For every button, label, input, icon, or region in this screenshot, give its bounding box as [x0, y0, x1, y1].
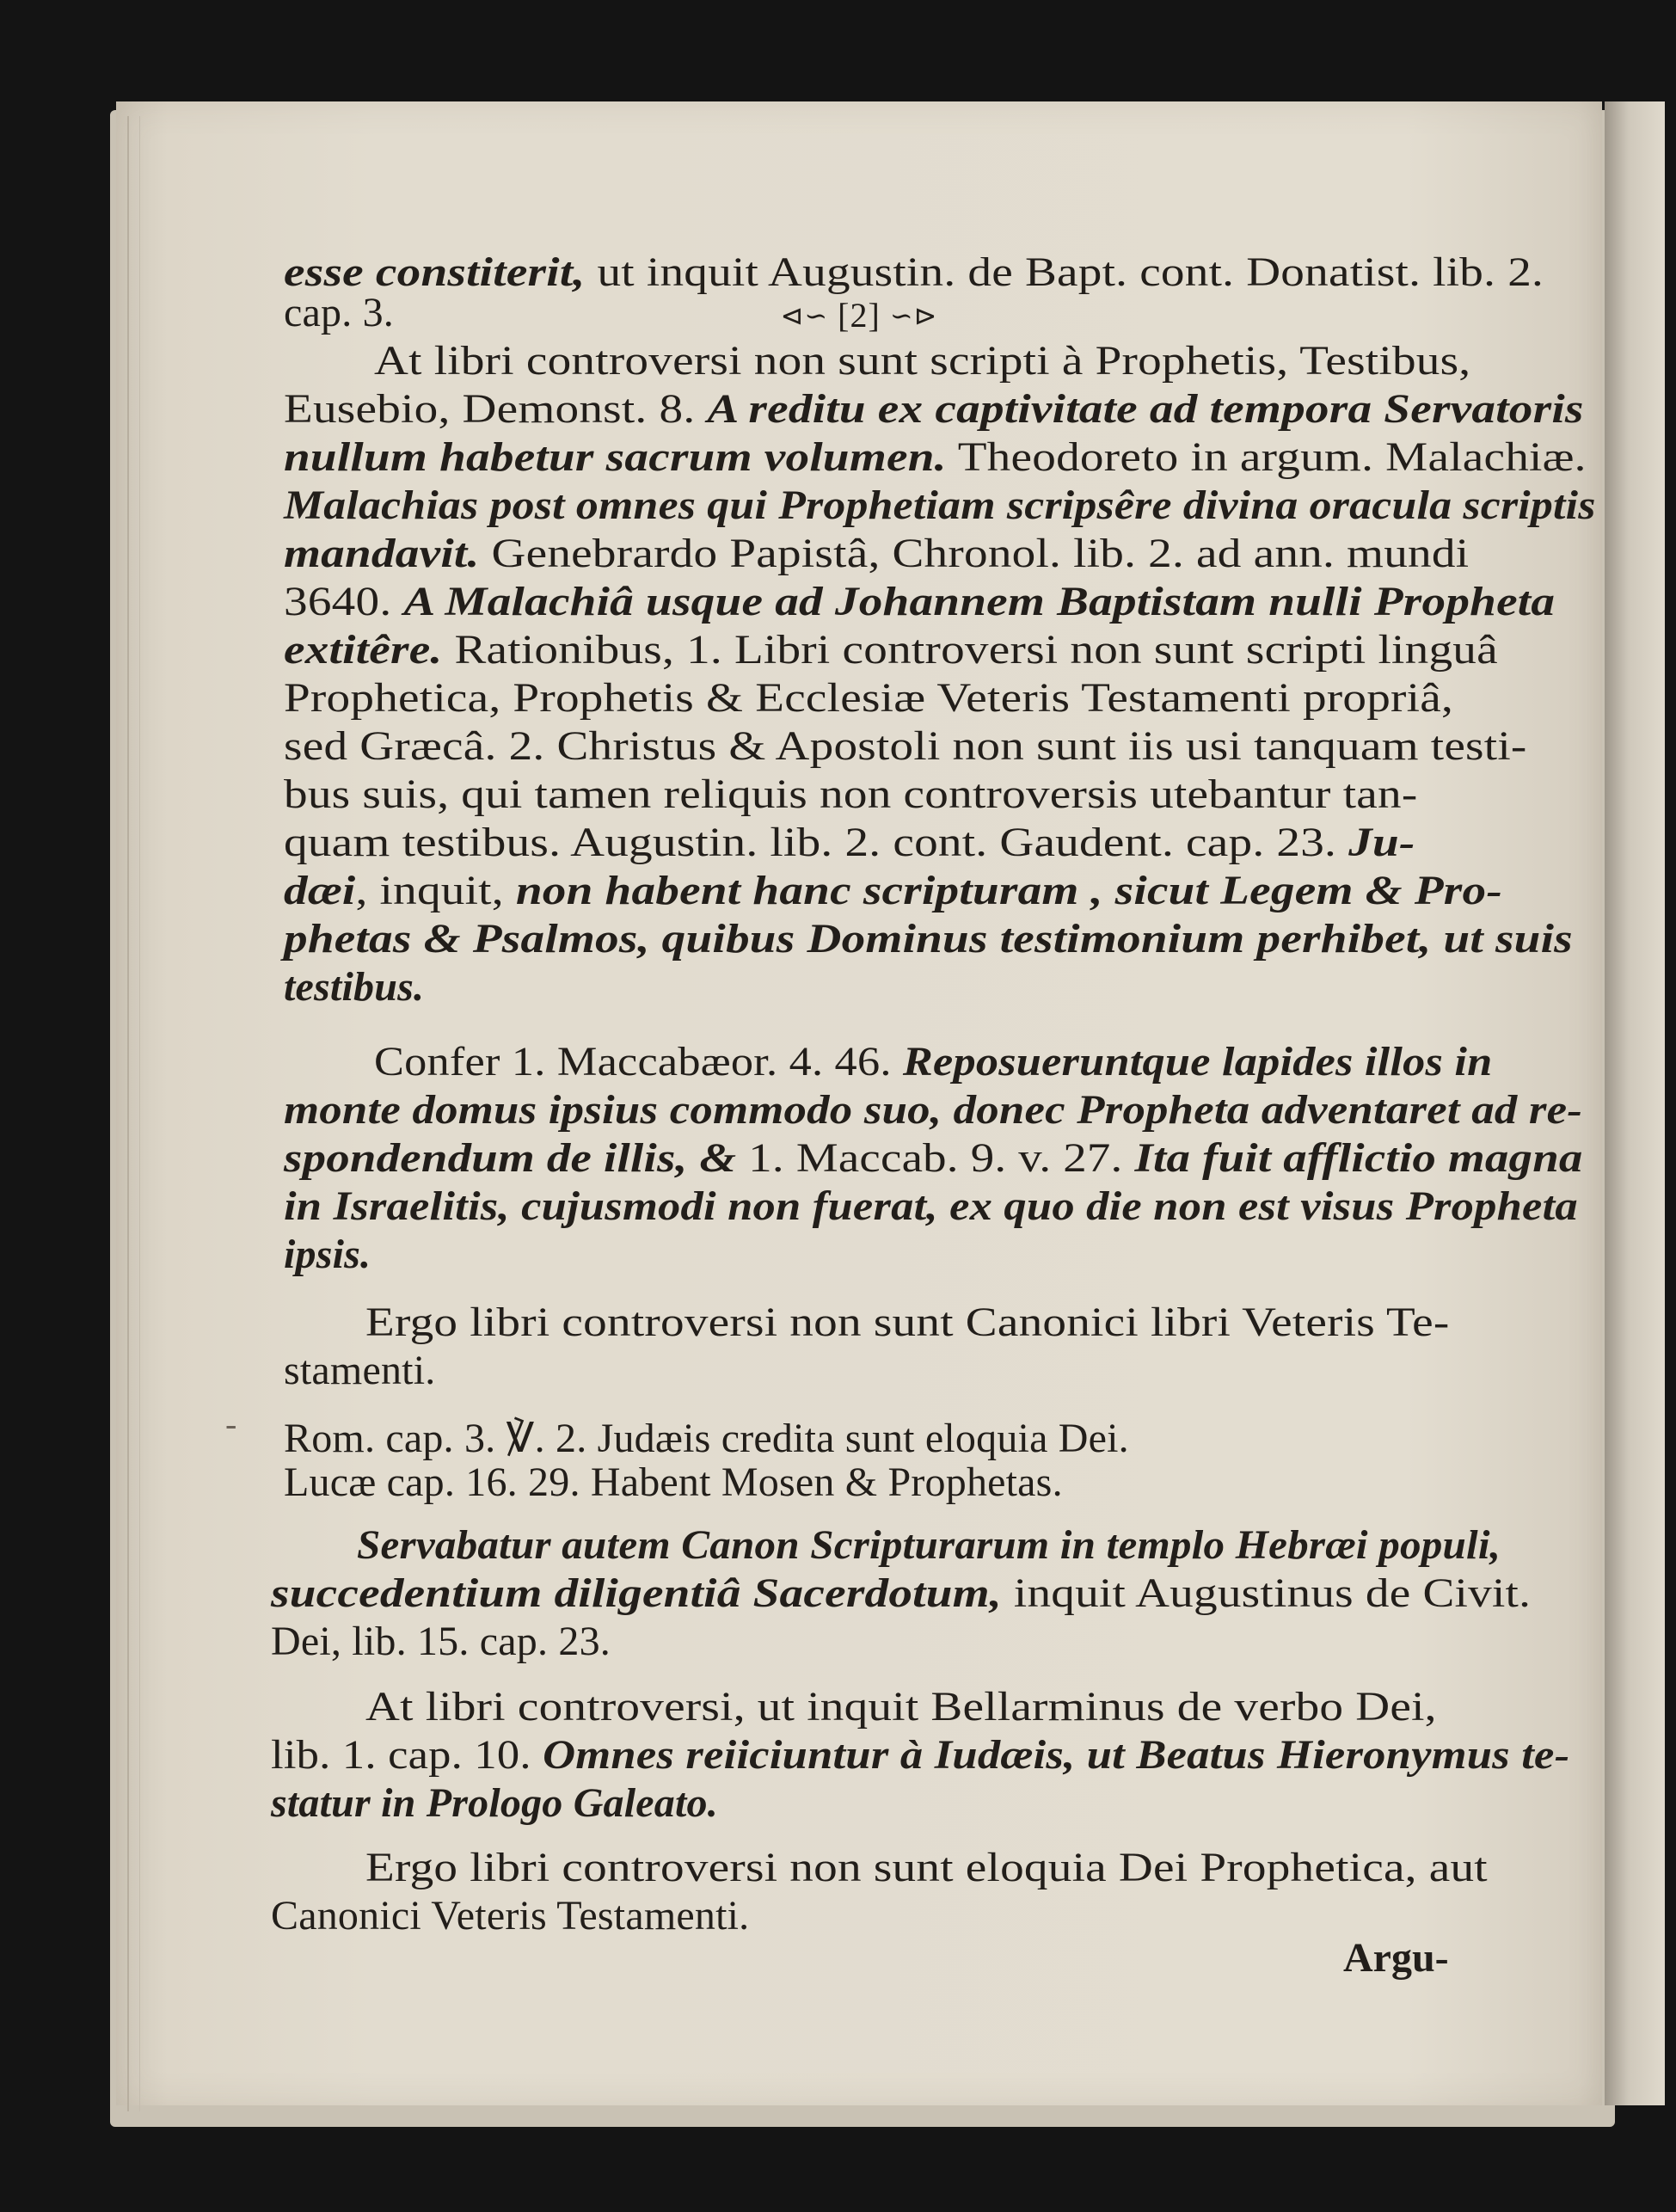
- text-line: [374, 1041, 1493, 1083]
- page-number-bracket-close: ]: [868, 296, 881, 335]
- roman-text: Ergo libri controversi non sunt eloquia Dei Prophetica, aut: [365, 1845, 1488, 1890]
- roman-text: Lucæ cap. 16. 29. Habent Mosen & Prophetas.: [284, 1459, 1063, 1505]
- text-line: [284, 723, 1527, 769]
- italic-text: in Israelitis, cujusmodi non fuerat, ex quo die non est visus Propheta: [284, 1183, 1578, 1229]
- roman-text: sed Græcâ. 2. Christus & Apostoli non sunt iis usi tanquam testi-: [284, 723, 1527, 769]
- text-line: [284, 1135, 1583, 1181]
- italic-text: monte domus ipsius commodo suo, donec Propheta adventaret ad re-: [284, 1087, 1583, 1133]
- italic-text: statur in Prologo Galeato.: [271, 1780, 718, 1826]
- italic-text: esse constiterit,: [284, 249, 586, 295]
- italic-text: nullum habetur sacrum volumen.: [284, 434, 947, 480]
- text-line: [271, 1893, 750, 1939]
- text-line: [284, 1350, 435, 1392]
- text-line: [284, 964, 425, 1010]
- roman-text: At libri controversi non sunt scripti à Prophetis, Testibus,: [374, 338, 1471, 384]
- header-ornament-left: ⊲∽: [780, 300, 829, 331]
- roman-text: lib. 1. cap. 10.: [271, 1732, 543, 1778]
- italic-text: Omnes reiiciuntur à Iudæis, ut Beatus Hieronymus te-: [543, 1732, 1570, 1778]
- roman-text: Confer 1. Maccabæor. 4. 46.: [374, 1039, 903, 1084]
- text-line: [284, 533, 1469, 575]
- text-line: [374, 338, 1471, 384]
- roman-text: At libri controversi, ut inquit Bellarminus de verbo Dei,: [365, 1684, 1437, 1730]
- text-line: [357, 1522, 1501, 1568]
- text-line: [284, 482, 1596, 528]
- text-line: [365, 1847, 1488, 1889]
- text-line: [284, 675, 1454, 721]
- text-line: [284, 1183, 1578, 1229]
- text-line: [284, 249, 1544, 295]
- catchword: Argu-: [1343, 1935, 1449, 1981]
- text-line: [271, 1570, 1532, 1616]
- roman-text: quam testibus. Augustin. lib. 2. cont. Gaudent. cap. 23.: [284, 820, 1349, 865]
- roman-text: stamenti.: [284, 1348, 436, 1393]
- text-line: [284, 822, 1415, 863]
- text-line: [284, 771, 1418, 817]
- text-line: [284, 386, 1584, 432]
- gutter-lines: [127, 116, 140, 2111]
- text-line: [284, 1234, 371, 1275]
- italic-text: non habent hanc scripturam , sicut Legem & Pro-: [515, 868, 1502, 913]
- text-line: [284, 434, 1587, 480]
- italic-text: extitêre.: [284, 627, 443, 673]
- roman-text: Theodoreto in argum. Malachiæ.: [946, 434, 1587, 480]
- roman-text: 3640.: [284, 579, 404, 624]
- text-line: [365, 1684, 1437, 1730]
- italic-text: succedentium diligentiâ Sacerdotum,: [271, 1570, 1002, 1616]
- text-line: [284, 916, 1573, 962]
- page-number: 2: [850, 296, 869, 335]
- roman-text: Canonici Veteris Testamenti.: [271, 1893, 750, 1939]
- next-page-edge: [1605, 101, 1665, 2105]
- roman-text: 1. Maccab. 9. v. 27.: [748, 1135, 1135, 1181]
- text-line: [271, 1780, 718, 1826]
- roman-text: bus suis, qui tamen reliquis non controversis utebantur tan-: [284, 771, 1418, 817]
- roman-text: cap. 3.: [284, 290, 395, 335]
- text-line: [284, 1459, 1063, 1505]
- text-line: [284, 1418, 1129, 1459]
- roman-text: Prophetica, Prophetis & Ecclesiæ Veteris Testamenti propriâ,: [284, 675, 1454, 721]
- roman-text: ut inquit Augustin. de Bapt. cont. Donatist. lib. 2.: [585, 249, 1544, 295]
- text-line: [284, 581, 1555, 623]
- book-page: [116, 101, 1602, 2105]
- roman-text: Ergo libri controversi non sunt Canonici libri Veteris Te-: [365, 1300, 1450, 1345]
- roman-text: Rationibus, 1. Libri controversi non sunt scripti linguâ: [442, 627, 1498, 673]
- italic-text: Malachias post omnes qui Prophetiam scripsêre divina oracula scriptis: [284, 482, 1596, 528]
- italic-text: testibus.: [284, 964, 425, 1010]
- italic-text: ipsis.: [284, 1232, 371, 1277]
- roman-text: Genebrardo Papistâ, Chronol. lib. 2. ad ann. mundi: [479, 531, 1470, 576]
- roman-text: Eusebio, Demonst. 8.: [284, 386, 708, 432]
- page-number-bracket-open: [: [838, 296, 850, 335]
- text-line: [284, 870, 1502, 912]
- italic-text: A reditu ex captivitate ad tempora Servatoris: [707, 386, 1584, 432]
- text-line: [284, 627, 1498, 673]
- text-line: [284, 292, 394, 334]
- italic-text: mandavit.: [284, 531, 480, 576]
- roman-text: Dei, lib. 15. cap. 23.: [271, 1619, 611, 1664]
- text-line: [271, 1621, 611, 1662]
- italic-text: Ju-: [1348, 820, 1415, 865]
- italic-text: Servabatur autem Canon Scripturarum in templo Hebræi populi,: [357, 1522, 1501, 1568]
- roman-text: inquit Augustinus de Civit.: [1001, 1570, 1532, 1616]
- roman-text: Rom. cap. 3. ℣. 2. Judæis credita sunt eloquia Dei.: [284, 1416, 1129, 1461]
- header-ornament-right: ∽⊳: [889, 300, 938, 331]
- italic-text: A Malachiâ usque ad Johannem Baptistam nulli Propheta: [403, 579, 1556, 624]
- roman-text: , inquit,: [355, 868, 516, 913]
- text-line: [365, 1302, 1449, 1343]
- margin-mark: -: [225, 1404, 237, 1443]
- italic-text: phetas & Psalmos, quibus Dominus testimonium perhibet, ut suis: [284, 916, 1573, 962]
- text-line: [284, 1087, 1583, 1133]
- italic-text: spondendum de illis, &: [284, 1135, 749, 1181]
- text-line: [271, 1732, 1570, 1778]
- italic-text: Reposueruntque lapides illos in: [902, 1039, 1493, 1084]
- italic-text: dæi: [284, 868, 356, 913]
- italic-text: Ita fuit afflictio magna: [1134, 1135, 1583, 1181]
